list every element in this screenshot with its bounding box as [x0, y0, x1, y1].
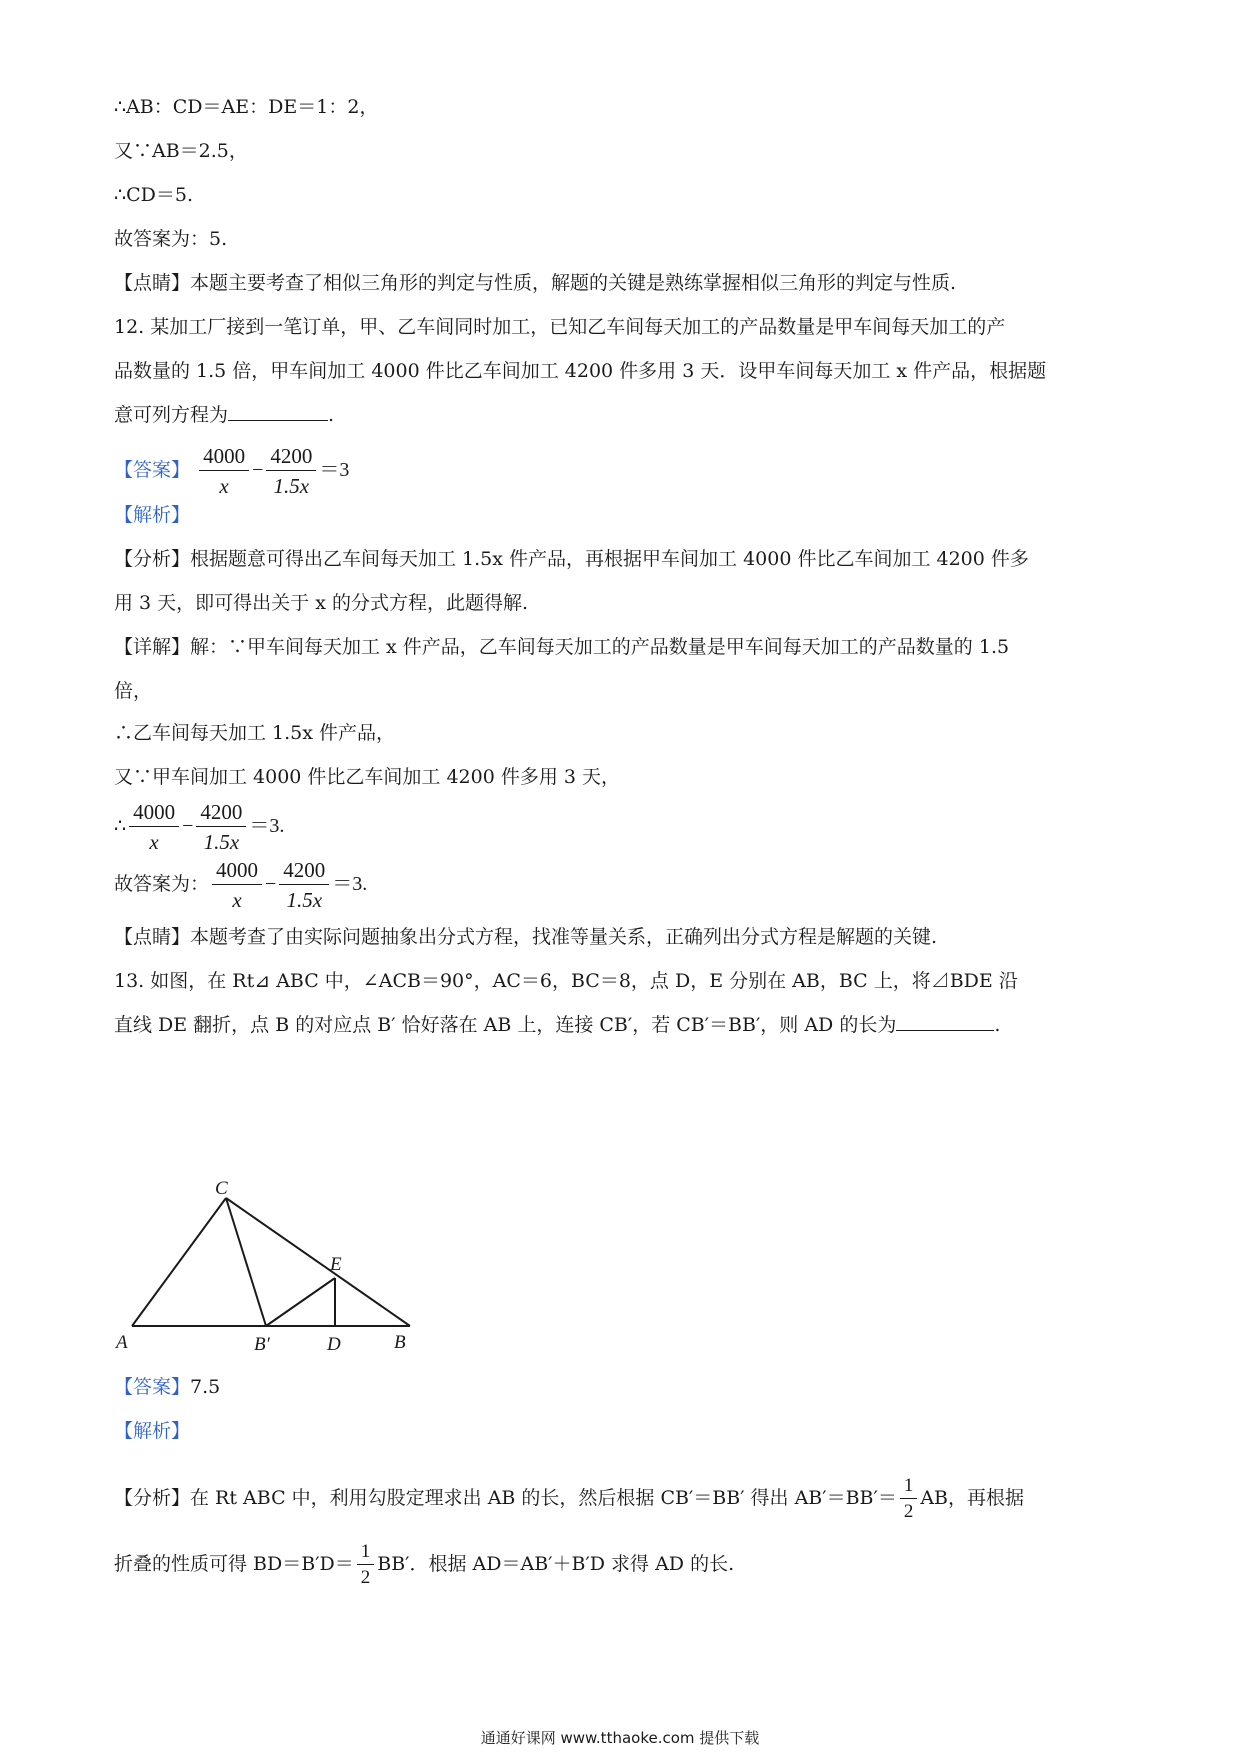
text-line: ∴CD＝5.: [114, 184, 193, 206]
tip-tag: 【点睛】: [114, 272, 191, 294]
question-12-line: 12. 某加工厂接到一笔订单，甲、乙车间同时加工，已知乙车间每天加工的产品数量是甲车间每天加工的产: [114, 316, 1006, 338]
fraction: $\frac{4000}{x}$: [212, 858, 262, 912]
text-line: 又∵AB＝2.5，: [114, 140, 248, 162]
analysis-header: 【解析】: [114, 504, 191, 526]
fraction: $\frac{1}{2}$: [900, 1476, 918, 1522]
answer-blank: [896, 1012, 994, 1031]
label-A: A: [116, 1332, 128, 1353]
detail-line: 【详解】解：∵甲车间每天加工 x 件产品，乙车间每天加工的产品数量是甲车间每天加工的产品数量的 1.5: [114, 636, 1010, 658]
equation-line: ∴ $\frac{4000}{x}$ − $\frac{4200}{1.5x}$ ＝3.: [114, 800, 285, 854]
answer-12: 【答案】 $\frac{4000}{x}$ − $\frac{4200}{1.5x}$ ＝3: [114, 444, 350, 498]
fraction: $\frac{4000}{x}$: [199, 444, 249, 498]
fraction: $\frac{4200}{1.5x}$: [266, 444, 316, 498]
fraction: $\frac{4000}{x}$: [129, 800, 179, 854]
analysis-line: 折叠的性质可得 BD＝B′D＝ $\frac{1}{2}$ BB′．根据 AD＝AB′＋B′D 求得 AD 的长.: [114, 1541, 735, 1588]
triangle-figure: [110, 1176, 420, 1356]
fraction: $\frac{4200}{1.5x}$: [279, 858, 329, 912]
analysis-line: 用 3 天，即可得出关于 x 的分式方程，此题得解.: [114, 592, 529, 614]
analysis-line: 【分析】根据题意可得出乙车间每天加工 1.5x 件产品，再根据甲车间加工 4000 件比乙车间加工 4200 件多: [114, 548, 1029, 570]
text-line: ∴AB：CD＝AE：DE＝1：2，: [114, 96, 379, 118]
question-12-line: 意可列方程为 .: [114, 404, 335, 426]
analysis-line: 【分析】在 Rt ABC 中，利用勾股定理求出 AB 的长，然后根据 CB′＝BB′ 得出 AB′＝BB′＝ $\frac{1}{2}$ AB，再根据: [114, 1475, 1025, 1522]
tip-text: 本题主要考查了相似三角形的判定与性质，解题的关键是熟练掌握相似三角形的判定与性质.: [190, 272, 957, 294]
answer-blank: [228, 402, 328, 421]
text-line: [114, 270, 956, 296]
fraction: $\frac{4200}{1.5x}$: [196, 800, 246, 854]
page-footer: 通通好课网 www.tthaoke.com 提供下载: [480, 1729, 760, 1747]
label-E: E: [330, 1254, 342, 1275]
detail-line: ∴乙车间每天加工 1.5x 件产品，: [114, 722, 396, 744]
label-D: D: [327, 1334, 341, 1355]
answer-tag: 【答案】: [114, 459, 191, 481]
fraction: $\frac{1}{2}$: [357, 1542, 375, 1588]
equation-line: 故答案为： $\frac{4000}{x}$ − $\frac{4200}{1.5x}$ ＝3.: [114, 858, 368, 912]
answer-13: 【答案】7.5: [114, 1376, 221, 1398]
detail-line: 倍，: [114, 680, 153, 702]
question-13-line: 直线 DE 翻折，点 B 的对应点 B′ 恰好落在 AB 上，连接 CB′，若 CB′＝BB′，则 AD 的长为 .: [114, 1014, 1001, 1036]
label-C: C: [215, 1178, 228, 1199]
analysis-header: 【解析】: [114, 1420, 191, 1442]
question-13-line: 13. 如图，在 Rt⊿ ABC 中，∠ACB＝90°，AC＝6，BC＝8，点 D，E 分别在 AB，BC 上，将⊿BDE 沿: [114, 970, 1018, 992]
tip-line: 【点睛】本题考查了由实际问题抽象出分式方程，找准等量关系，正确列出分式方程是解题的关键.: [114, 926, 938, 948]
label-B-prime: B′: [254, 1334, 270, 1355]
text-line: 故答案为：5.: [114, 228, 228, 250]
label-B: B: [394, 1332, 406, 1353]
detail-line: 又∵甲车间加工 4000 件比乙车间加工 4200 件多用 3 天，: [114, 766, 621, 788]
question-12-line: 品数量的 1.5 倍，甲车间加工 4000 件比乙车间加工 4200 件多用 3 天．设甲车间每天加工 x 件产品，根据题: [114, 360, 1047, 382]
